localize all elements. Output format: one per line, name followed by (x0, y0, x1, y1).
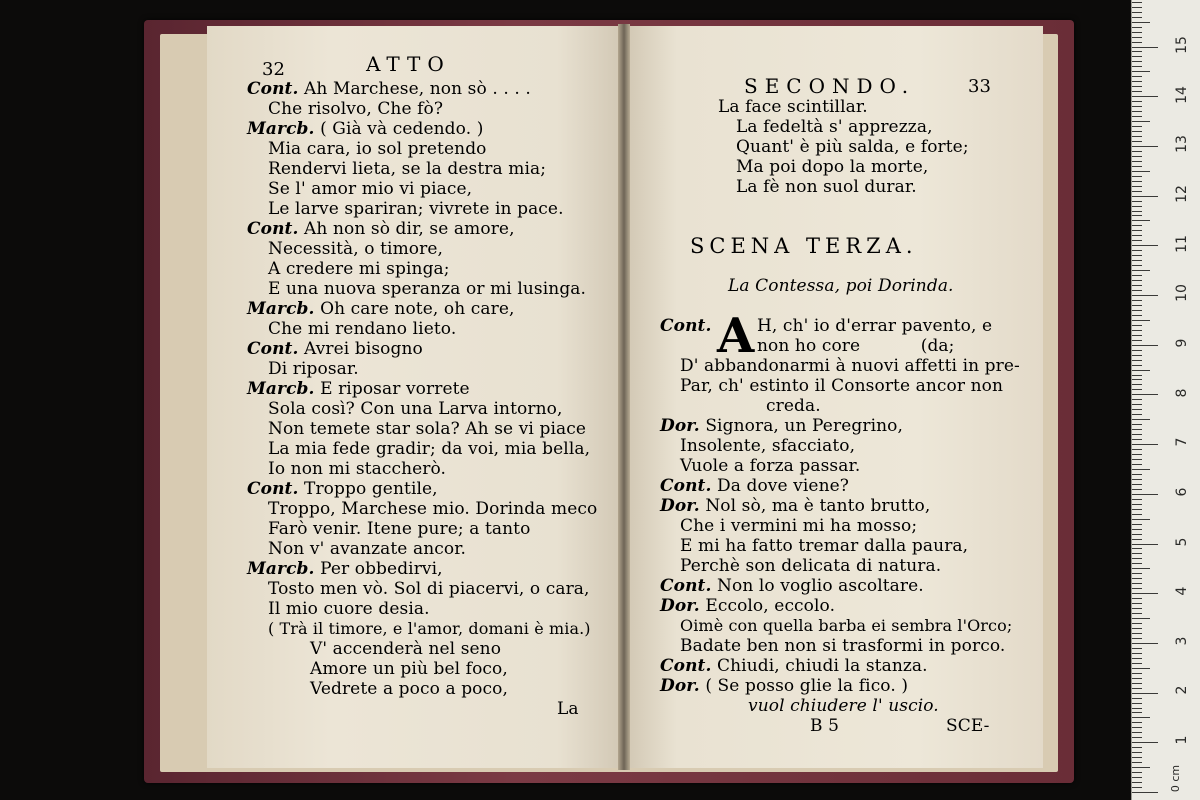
ruler-tick (1132, 474, 1142, 475)
ruler-tick (1132, 389, 1142, 390)
text-line: Marcb. Per obbedirvi, (247, 559, 443, 579)
ruler-tick (1132, 638, 1142, 639)
ruler-tick (1132, 693, 1158, 694)
ruler-tick (1132, 136, 1142, 137)
ruler-number: 9 (1174, 338, 1190, 348)
text-line: Di riposar. (268, 359, 359, 379)
text-line: Mia cara, io sol pretendo (268, 139, 487, 159)
ruler-tick (1132, 325, 1142, 326)
ruler-tick (1132, 245, 1158, 246)
text-line: La fedeltà s' apprezza, (736, 117, 933, 137)
ruler-number: 14 (1174, 86, 1190, 104)
ruler-tick (1132, 240, 1142, 241)
ruler-tick (1132, 683, 1142, 684)
ruler-tick (1132, 330, 1142, 331)
scene-subtitle: La Contessa, poi Dorinda. (728, 276, 954, 296)
scene-title: SCENA TERZA. (690, 234, 918, 258)
ruler-tick (1132, 618, 1150, 619)
ruler-tick (1132, 419, 1150, 420)
ruler-tick (1132, 578, 1142, 579)
ruler-tick (1132, 141, 1142, 142)
ruler-tick (1132, 648, 1142, 649)
ruler-tick (1132, 737, 1142, 738)
ruler-tick (1132, 345, 1158, 346)
text-line: Necessità, o timore, (268, 239, 444, 259)
ruler-tick (1132, 534, 1142, 535)
ruler-tick (1132, 225, 1142, 226)
text-line: Dor. Nol sò, ma è tanto brutto, (660, 496, 931, 516)
text-line: Oimè con quella barba ei sembra l'Orco; (680, 616, 1013, 635)
text-line: Dor. ( Se posso glie la fico. ) (660, 676, 909, 696)
ruler-tick (1132, 86, 1142, 87)
ruler-tick (1132, 379, 1142, 380)
ruler-tick (1132, 12, 1142, 13)
ruler-tick (1132, 320, 1150, 321)
ruler-tick (1132, 688, 1142, 689)
ruler-tick (1132, 32, 1142, 33)
text-line: Cont. Chiudi, chiudi la stanza. (660, 656, 928, 676)
ruler-tick (1132, 643, 1158, 644)
text-line: Marcb. E riposar vorrete (247, 379, 470, 399)
text-line: Non temete star sola? Ah se vi piace (268, 419, 587, 439)
ruler-tick (1132, 439, 1142, 440)
ruler-tick (1132, 464, 1142, 465)
ruler-tick (1132, 653, 1142, 654)
text-line: La face scintillar. (718, 97, 868, 117)
text-line: Tosto men vò. Sol di piacervi, o cara, (268, 579, 590, 599)
ruler-tick (1132, 558, 1142, 559)
ruler-tick (1132, 260, 1142, 261)
ruler-tick (1132, 623, 1142, 624)
ruler-tick (1132, 81, 1142, 82)
ruler-tick (1132, 548, 1142, 549)
ruler-tick (1132, 206, 1142, 207)
text-line: Se l' amor mio vi piace, (268, 179, 473, 199)
text-line: La mia fede gradir; da voi, mia bella, (268, 439, 591, 459)
text-line: ( Trà il timore, e l'amor, domani è mia.) (268, 619, 591, 638)
ruler-tick (1132, 7, 1142, 8)
ruler-tick (1132, 568, 1150, 569)
text-line: Marcb. Oh care note, oh care, (247, 299, 515, 319)
ruler-number: 11 (1174, 235, 1190, 253)
ruler-tick (1132, 235, 1142, 236)
ruler-tick (1132, 171, 1150, 172)
ruler-tick (1132, 285, 1142, 286)
ruler-tick (1132, 370, 1150, 371)
ruler-tick (1132, 300, 1142, 301)
text-line: Rendervi lieta, se la destra mia; (268, 159, 547, 179)
text-line: Quant' è più salda, e forte; (736, 137, 969, 157)
drop-cap: A (717, 308, 755, 364)
ruler-tick (1132, 484, 1142, 485)
ruler-tick (1132, 717, 1150, 718)
text-line: Dor. Signora, un Peregrino, (660, 416, 903, 436)
measurement-ruler (1131, 0, 1200, 800)
book-gutter (618, 24, 630, 770)
ruler-tick (1132, 27, 1142, 28)
ruler-tick (1132, 514, 1142, 515)
ruler-tick (1132, 414, 1142, 415)
ruler-tick (1132, 399, 1142, 400)
text-line: H, ch' io d'errar pavento, e (757, 316, 993, 336)
ruler-tick (1132, 161, 1142, 162)
ruler-tick (1132, 777, 1142, 778)
ruler-tick (1132, 22, 1150, 23)
ruler-tick (1132, 111, 1142, 112)
ruler-tick (1132, 454, 1142, 455)
text-line: Cont. Troppo gentile, (247, 479, 438, 499)
text-line: Ma poi dopo la morte, (736, 157, 929, 177)
ruler-tick (1132, 752, 1142, 753)
ruler-tick (1132, 255, 1142, 256)
ruler-tick (1132, 335, 1142, 336)
ruler-tick (1132, 404, 1142, 405)
right-catchword: SCE- (946, 716, 990, 736)
ruler-tick (1132, 424, 1142, 425)
text-line: A credere mi spinga; (268, 259, 450, 279)
left-running-header: ATTO (366, 52, 451, 76)
ruler-tick (1132, 121, 1150, 122)
text-line: Cont. Avrei bisogno (247, 339, 423, 359)
text-line: Sola così? Con una Larva intorno, (268, 399, 563, 419)
ruler-tick (1132, 37, 1142, 38)
ruler-tick (1132, 211, 1142, 212)
ruler-tick (1132, 17, 1142, 18)
ruler-tick (1132, 608, 1142, 609)
ruler-tick (1132, 703, 1142, 704)
ruler-tick (1132, 782, 1142, 783)
ruler-tick (1132, 519, 1150, 520)
ruler-unit: 0 cm (1169, 764, 1183, 793)
ruler-tick (1132, 712, 1142, 713)
ruler-tick (1132, 116, 1142, 117)
ruler-tick (1132, 489, 1142, 490)
ruler-number: 10 (1174, 284, 1190, 302)
ruler-tick (1132, 742, 1158, 743)
ruler-tick (1132, 708, 1142, 709)
ruler-number: 12 (1174, 185, 1190, 203)
ruler-tick (1132, 673, 1142, 674)
ruler-tick (1132, 678, 1142, 679)
ruler-tick (1132, 280, 1142, 281)
ruler-tick (1132, 727, 1142, 728)
text-line: E mi ha fatto tremar dalla paura, (680, 536, 969, 556)
ruler-tick (1132, 633, 1142, 634)
ruler-tick (1132, 355, 1142, 356)
ruler-tick (1132, 588, 1142, 589)
ruler-tick (1132, 250, 1142, 251)
ruler-tick (1132, 126, 1142, 127)
ruler-tick (1132, 230, 1142, 231)
ruler-tick (1132, 757, 1142, 758)
ruler-tick (1132, 429, 1142, 430)
ruler-tick (1132, 698, 1142, 699)
ruler-tick (1132, 47, 1158, 48)
ruler-tick (1132, 350, 1142, 351)
ruler-tick (1132, 658, 1142, 659)
ruler-tick (1132, 494, 1158, 495)
ruler-number: 8 (1174, 388, 1190, 398)
ruler-tick (1132, 663, 1142, 664)
text-line: La fè non suol durar. (736, 177, 917, 197)
ruler-tick (1132, 181, 1142, 182)
ruler-tick (1132, 360, 1142, 361)
text-line: Cont. Da dove viene? (660, 476, 849, 496)
ruler-tick (1132, 176, 1142, 177)
ruler-number: 5 (1174, 537, 1190, 547)
ruler-tick (1132, 56, 1142, 57)
ruler-tick (1132, 444, 1158, 445)
ruler-number: 6 (1174, 487, 1190, 497)
ruler-tick (1132, 544, 1158, 545)
ruler-tick (1132, 215, 1142, 216)
text-line: Dor. Eccolo, eccolo. (660, 596, 836, 616)
ruler-tick (1132, 668, 1150, 669)
ruler-number: 15 (1174, 36, 1190, 54)
signature-mark: B 5 (810, 716, 840, 736)
ruler-tick (1132, 191, 1142, 192)
ruler-tick (1132, 295, 1158, 296)
text-line: Insolente, sfacciato, (680, 436, 856, 456)
ruler-tick (1132, 539, 1142, 540)
ruler-tick (1132, 101, 1142, 102)
right-running-header: SECONDO. (744, 74, 916, 98)
text-line: Amore un più bel foco, (310, 659, 508, 679)
text-line: Cont. Ah Marchese, non sò . . . . (247, 79, 531, 99)
ruler-tick (1132, 732, 1142, 733)
ruler-tick (1132, 553, 1142, 554)
text-line: Che mi rendano lieto. (268, 319, 457, 339)
ruler-tick (1132, 598, 1142, 599)
ruler-tick (1132, 305, 1142, 306)
ruler-tick (1132, 459, 1142, 460)
ruler-tick (1132, 767, 1150, 768)
text-line: Vuole a forza passar. (680, 456, 861, 476)
ruler-tick (1132, 91, 1142, 92)
ruler-tick (1132, 186, 1142, 187)
text-line: creda. (766, 396, 821, 416)
ruler-tick (1132, 583, 1142, 584)
ruler-tick (1132, 151, 1142, 152)
ruler-tick (1132, 628, 1142, 629)
text-line: Che i vermini mi ha mosso; (680, 516, 918, 536)
stage-direction: vuol chiudere l' uscio. (748, 696, 939, 716)
ruler-tick (1132, 613, 1142, 614)
ruler-tick (1132, 270, 1150, 271)
ruler-tick (1132, 375, 1142, 376)
ruler-tick (1132, 563, 1142, 564)
ruler-tick (1132, 504, 1142, 505)
text-line: Cont. (660, 316, 712, 336)
text-line: Io non mi staccherò. (268, 459, 447, 479)
ruler-tick (1132, 479, 1142, 480)
text-line: E una nuova speranza or mi lusinga. (268, 279, 587, 299)
ruler-number: 2 (1174, 685, 1190, 695)
ruler-tick (1132, 76, 1142, 77)
ruler-tick (1132, 166, 1142, 167)
ruler-tick (1132, 42, 1142, 43)
ruler-tick (1132, 2, 1142, 3)
ruler-tick (1132, 529, 1142, 530)
ruler-tick (1132, 469, 1150, 470)
left-page-number: 32 (262, 59, 286, 80)
ruler-tick (1132, 131, 1142, 132)
text-line: Farò venir. Itene pure; a tanto (268, 519, 531, 539)
right-page-number: 33 (968, 76, 992, 97)
ruler-tick (1132, 772, 1142, 773)
ruler-tick (1132, 409, 1142, 410)
ruler-tick (1132, 722, 1142, 723)
ruler-tick (1132, 792, 1158, 793)
text-line: non ho core (da; (757, 336, 955, 356)
ruler-tick (1132, 61, 1142, 62)
text-line: Il mio cuore desia. (268, 599, 430, 619)
ruler-number: 13 (1174, 135, 1190, 153)
text-line: Perchè son delicata di natura. (680, 556, 942, 576)
ruler-tick (1132, 220, 1150, 221)
ruler-tick (1132, 509, 1142, 510)
left-catchword: La (557, 699, 579, 719)
ruler-tick (1132, 449, 1142, 450)
ruler-tick (1132, 787, 1142, 788)
ruler-tick (1132, 96, 1158, 97)
text-line: Che risolvo, Che fò? (268, 99, 444, 119)
ruler-tick (1132, 156, 1142, 157)
text-line: Par, ch' estinto il Consorte ancor non (680, 376, 1004, 396)
text-line: D' abbandonarmi à nuovi affetti in pre- (680, 356, 1020, 376)
ruler-tick (1132, 365, 1142, 366)
ruler-tick (1132, 66, 1142, 67)
text-line: Troppo, Marchese mio. Dorinda meco (268, 499, 598, 519)
ruler-tick (1132, 196, 1158, 197)
ruler-number: 1 (1174, 735, 1190, 745)
text-line: Le larve spariran; vivrete in pace. (268, 199, 564, 219)
ruler-tick (1132, 762, 1142, 763)
ruler-tick (1132, 593, 1158, 594)
text-line: Badate ben non si trasformi in porco. (680, 636, 1006, 656)
ruler-tick (1132, 51, 1142, 52)
ruler-tick (1132, 499, 1142, 500)
ruler-number: 3 (1174, 636, 1190, 646)
ruler-number: 4 (1174, 586, 1190, 596)
ruler-tick (1132, 310, 1142, 311)
ruler-tick (1132, 106, 1142, 107)
ruler-tick (1132, 265, 1142, 266)
text-line: Cont. Non lo voglio ascoltare. (660, 576, 924, 596)
ruler-tick (1132, 315, 1142, 316)
text-line: V' accenderà nel seno (310, 639, 502, 659)
ruler-tick (1132, 201, 1142, 202)
ruler-tick (1132, 434, 1142, 435)
text-line: Marcb. ( Già và cedendo. ) (247, 119, 484, 139)
ruler-tick (1132, 603, 1142, 604)
text-line: Vedrete a poco a poco, (310, 679, 508, 699)
ruler-tick (1132, 394, 1158, 395)
ruler-tick (1132, 290, 1142, 291)
ruler-tick (1132, 747, 1142, 748)
ruler-tick (1132, 384, 1142, 385)
ruler-tick (1132, 146, 1158, 147)
text-line: Non v' avanzate ancor. (268, 539, 467, 559)
ruler-tick (1132, 340, 1142, 341)
ruler-number: 7 (1174, 437, 1190, 447)
text-line: Cont. Ah non sò dir, se amore, (247, 219, 515, 239)
ruler-tick (1132, 573, 1142, 574)
ruler-tick (1132, 71, 1150, 72)
ruler-tick (1132, 275, 1142, 276)
ruler-tick (1132, 524, 1142, 525)
